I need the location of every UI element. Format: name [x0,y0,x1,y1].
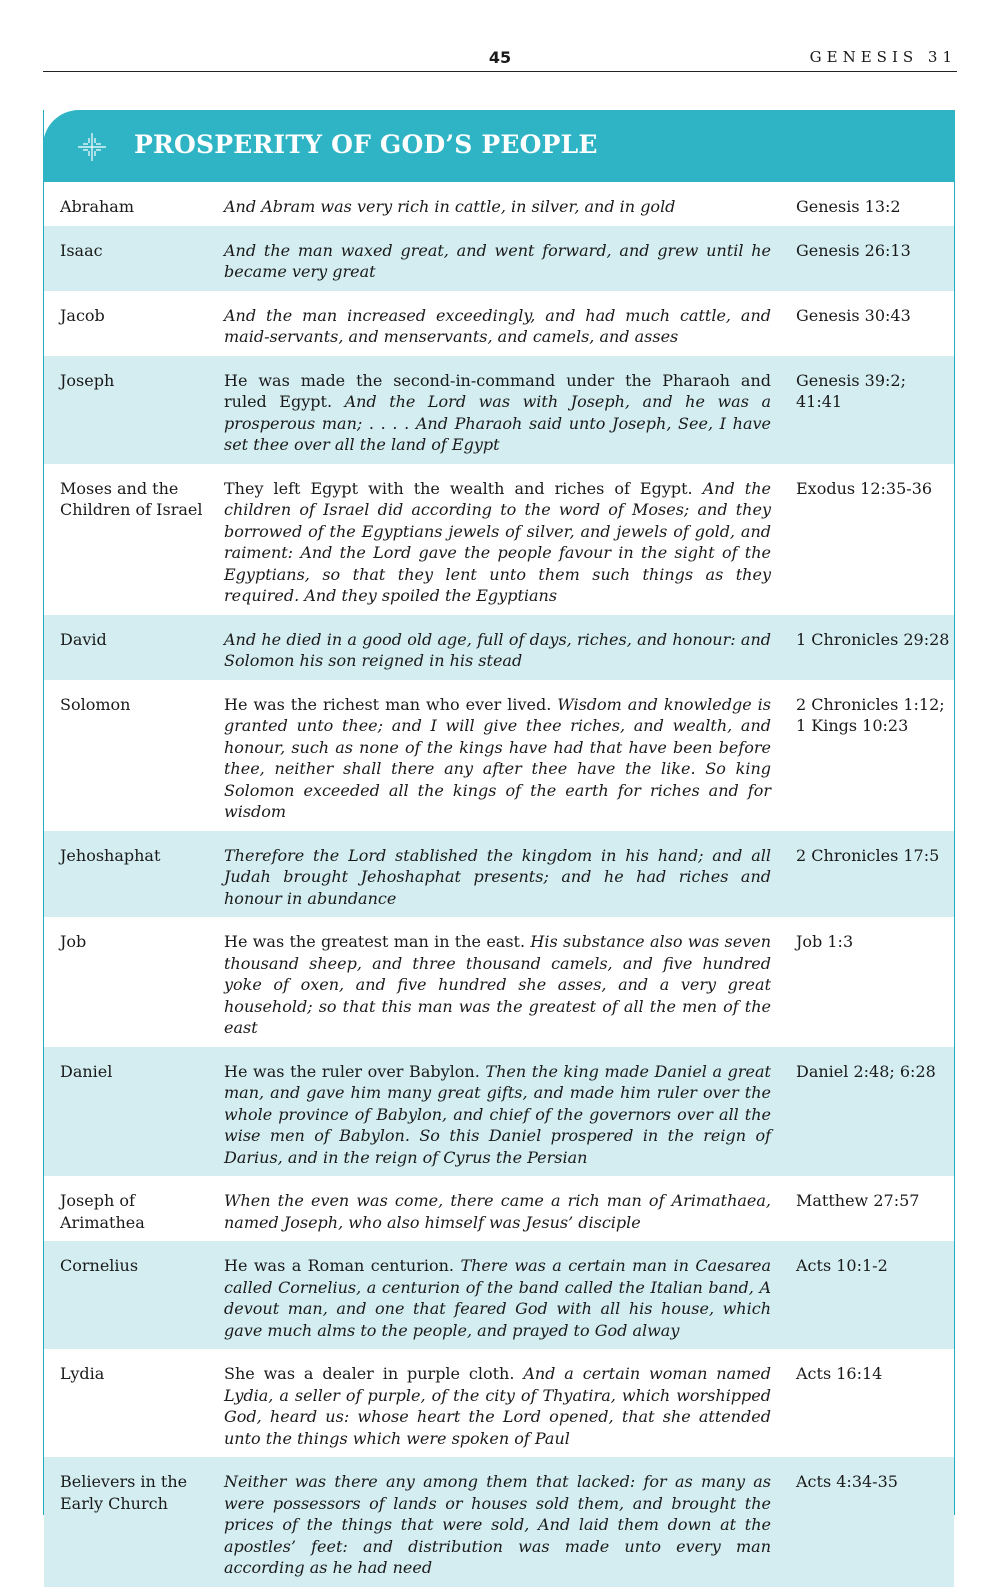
table-row [44,615,954,680]
quotation: And the children of Israel did according to the word of Moses; and they borrowed of the Egyptians jewels of silver, and jewels of gold, and raiment: And the Lord gave the people favour in the sight of the Egyptians, so that they lent unto them such things as they required. And they spoiled the Egyptians [224,478,771,605]
person-name: Jacob [60,305,105,325]
scripture-reference: 1 Chronicles 29:28 [796,629,950,649]
scripture-reference: Genesis 39:2; 41:41 [796,370,906,411]
description: They left Egypt with the wealth and riches of Egypt. [224,478,693,498]
person-name: Daniel [60,1061,113,1081]
person-name: Believers in the Early Church [60,1472,188,1513]
person-name: Moses and the Children of Israel [60,478,203,519]
quotation: Neither was there any among them that lacked: for as many as were possessors of lands or houses sold them, and brought the prices of the things that were sold, And laid them down at the apostles’ feet: and distribution was made unto every man according as he had need [224,1472,771,1577]
description: He was the richest man who ever lived. [224,694,552,714]
scripture-text [207,845,771,910]
quotation: Therefore the Lord stablished the kingdom in his hand; and all Judah brought Jehoshaphat presents; and he had riches and honour in abundance [224,845,771,908]
person-name: Job [60,932,87,951]
sparkle-icon [77,132,107,162]
quotation: Wisdom and knowledge is granted unto thee; and I will give thee riches, and wealth, and honour, such as none of the kings have had that have been before thee, neither shall there any after thee have the like. So king Solomon exceeded all the kings of the earth for riches and for wisdom [224,694,771,821]
scripture-text [207,694,771,823]
scripture-reference: 2 Chronicles 1:12; 1 Kings 10:23 [796,694,945,735]
table-row [44,226,954,291]
running-head: GENESIS 31 [809,48,957,66]
quotation: And Abram was very rich in cattle, in silver, and in gold [224,197,676,216]
table-row [44,291,954,356]
scripture-reference: Matthew 27:57 [796,1191,920,1210]
scripture-reference: Acts 4:34-35 [796,1472,898,1491]
description: He was a Roman centurion. [224,1256,455,1275]
quotation: And a certain woman named Lydia, a seller of purple, of the city of Thyatira, which worshipped God, heard us: whose heart the Lord opened, that she attended unto the things which were spoken of Paul [224,1364,771,1448]
scripture-text [207,370,771,456]
scripture-text [207,1255,771,1341]
table-row [44,831,954,918]
table-row [44,356,954,464]
prosperity-table [44,182,954,1587]
person-name: Isaac [60,240,103,260]
person-name: David [60,629,107,649]
person-name: Cornelius [60,1256,139,1275]
quotation: And he died in a good old age, full of days, riches, and honour: and Solomon his son reigned in his stead [224,629,771,670]
description: She was a dealer in purple cloth. [224,1364,515,1383]
table-row [44,680,954,831]
table-title: PROSPERITY OF GOD’S PEOPLE [134,130,598,159]
description: He was made the second-in-command under the Pharaoh and ruled Egypt. [224,370,771,411]
table-row [44,1457,954,1587]
table-row [44,917,954,1047]
scripture-reference: 2 Chronicles 17:5 [796,845,940,865]
person-name: Lydia [60,1364,105,1383]
description: He was the ruler over Babylon. [224,1061,480,1081]
scripture-text [207,305,771,348]
person-name: Abraham [60,197,134,216]
scripture-text [207,196,771,218]
table-row [44,1176,954,1241]
person-name: Jehoshaphat [60,845,161,865]
scripture-reference: Genesis 26:13 [796,240,911,260]
scripture-reference: Acts 16:14 [796,1364,883,1383]
scripture-text [207,1471,771,1579]
quotation: And the Lord was with Joseph, and he was a prosperous man; . . . . And Pharaoh said unto Joseph, See, I have set thee over all the land of Egypt [224,392,771,454]
scripture-text [207,1190,771,1233]
quotation: His substance also was seven thousand sheep, and three thousand camels, and five hundred yoke of oxen, and five hundred she asses, and a very great household; so that this man was the greatest of all the men of the east [224,932,772,1037]
quotation: When the even was come, there came a rich man of Arimathaea, named Joseph, who also himself was Jesus’ disciple [224,1191,771,1232]
scripture-text [207,240,771,283]
description: He was the greatest man in the east. [224,932,526,951]
person-name: Joseph of Arimathea [60,1191,145,1232]
table-row [44,1047,954,1177]
scripture-reference: Genesis 30:43 [796,305,911,325]
quotation: There was a certain man in Caesarea called Cornelius, a centurion of the band called the Italian band, A devout man, and one that feared God with all his house, which gave much alms to the people, and prayed to God alway [224,1256,772,1340]
scripture-reference: Genesis 13:2 [796,197,901,216]
scripture-reference: Acts 10:1-2 [796,1256,888,1275]
quotation: Then the king made Daniel a great man, and gave him many great gifts, and made him ruler over the whole province of Babylon, and chief of the governors over all the wise men of Babylon. So this Daniel prospered in the reign of Darius, and in the reign of Cyrus the Persian [224,1061,771,1167]
table-row [44,1349,954,1457]
scripture-text [207,629,771,672]
person-name: Joseph [60,370,115,390]
scripture-text [207,1061,771,1169]
scripture-reference: Exodus 12:35-36 [796,478,933,498]
scripture-text [207,1363,771,1449]
person-name: Solomon [60,694,131,714]
scripture-text [207,931,771,1039]
page-number: 45 [488,48,512,67]
scripture-text [207,478,771,607]
quotation: And the man waxed great, and went forward, and grew until he became very great [224,240,771,281]
table-row [44,464,954,615]
scripture-reference: Job 1:3 [796,932,854,951]
quotation: And the man increased exceedingly, and had much cattle, and maid-servants, and menservants, and camels, and asses [224,305,771,346]
scripture-reference: Daniel 2:48; 6:28 [796,1061,936,1081]
table-row [44,1241,954,1349]
table-title-bar [43,110,955,182]
table-row [44,182,954,226]
